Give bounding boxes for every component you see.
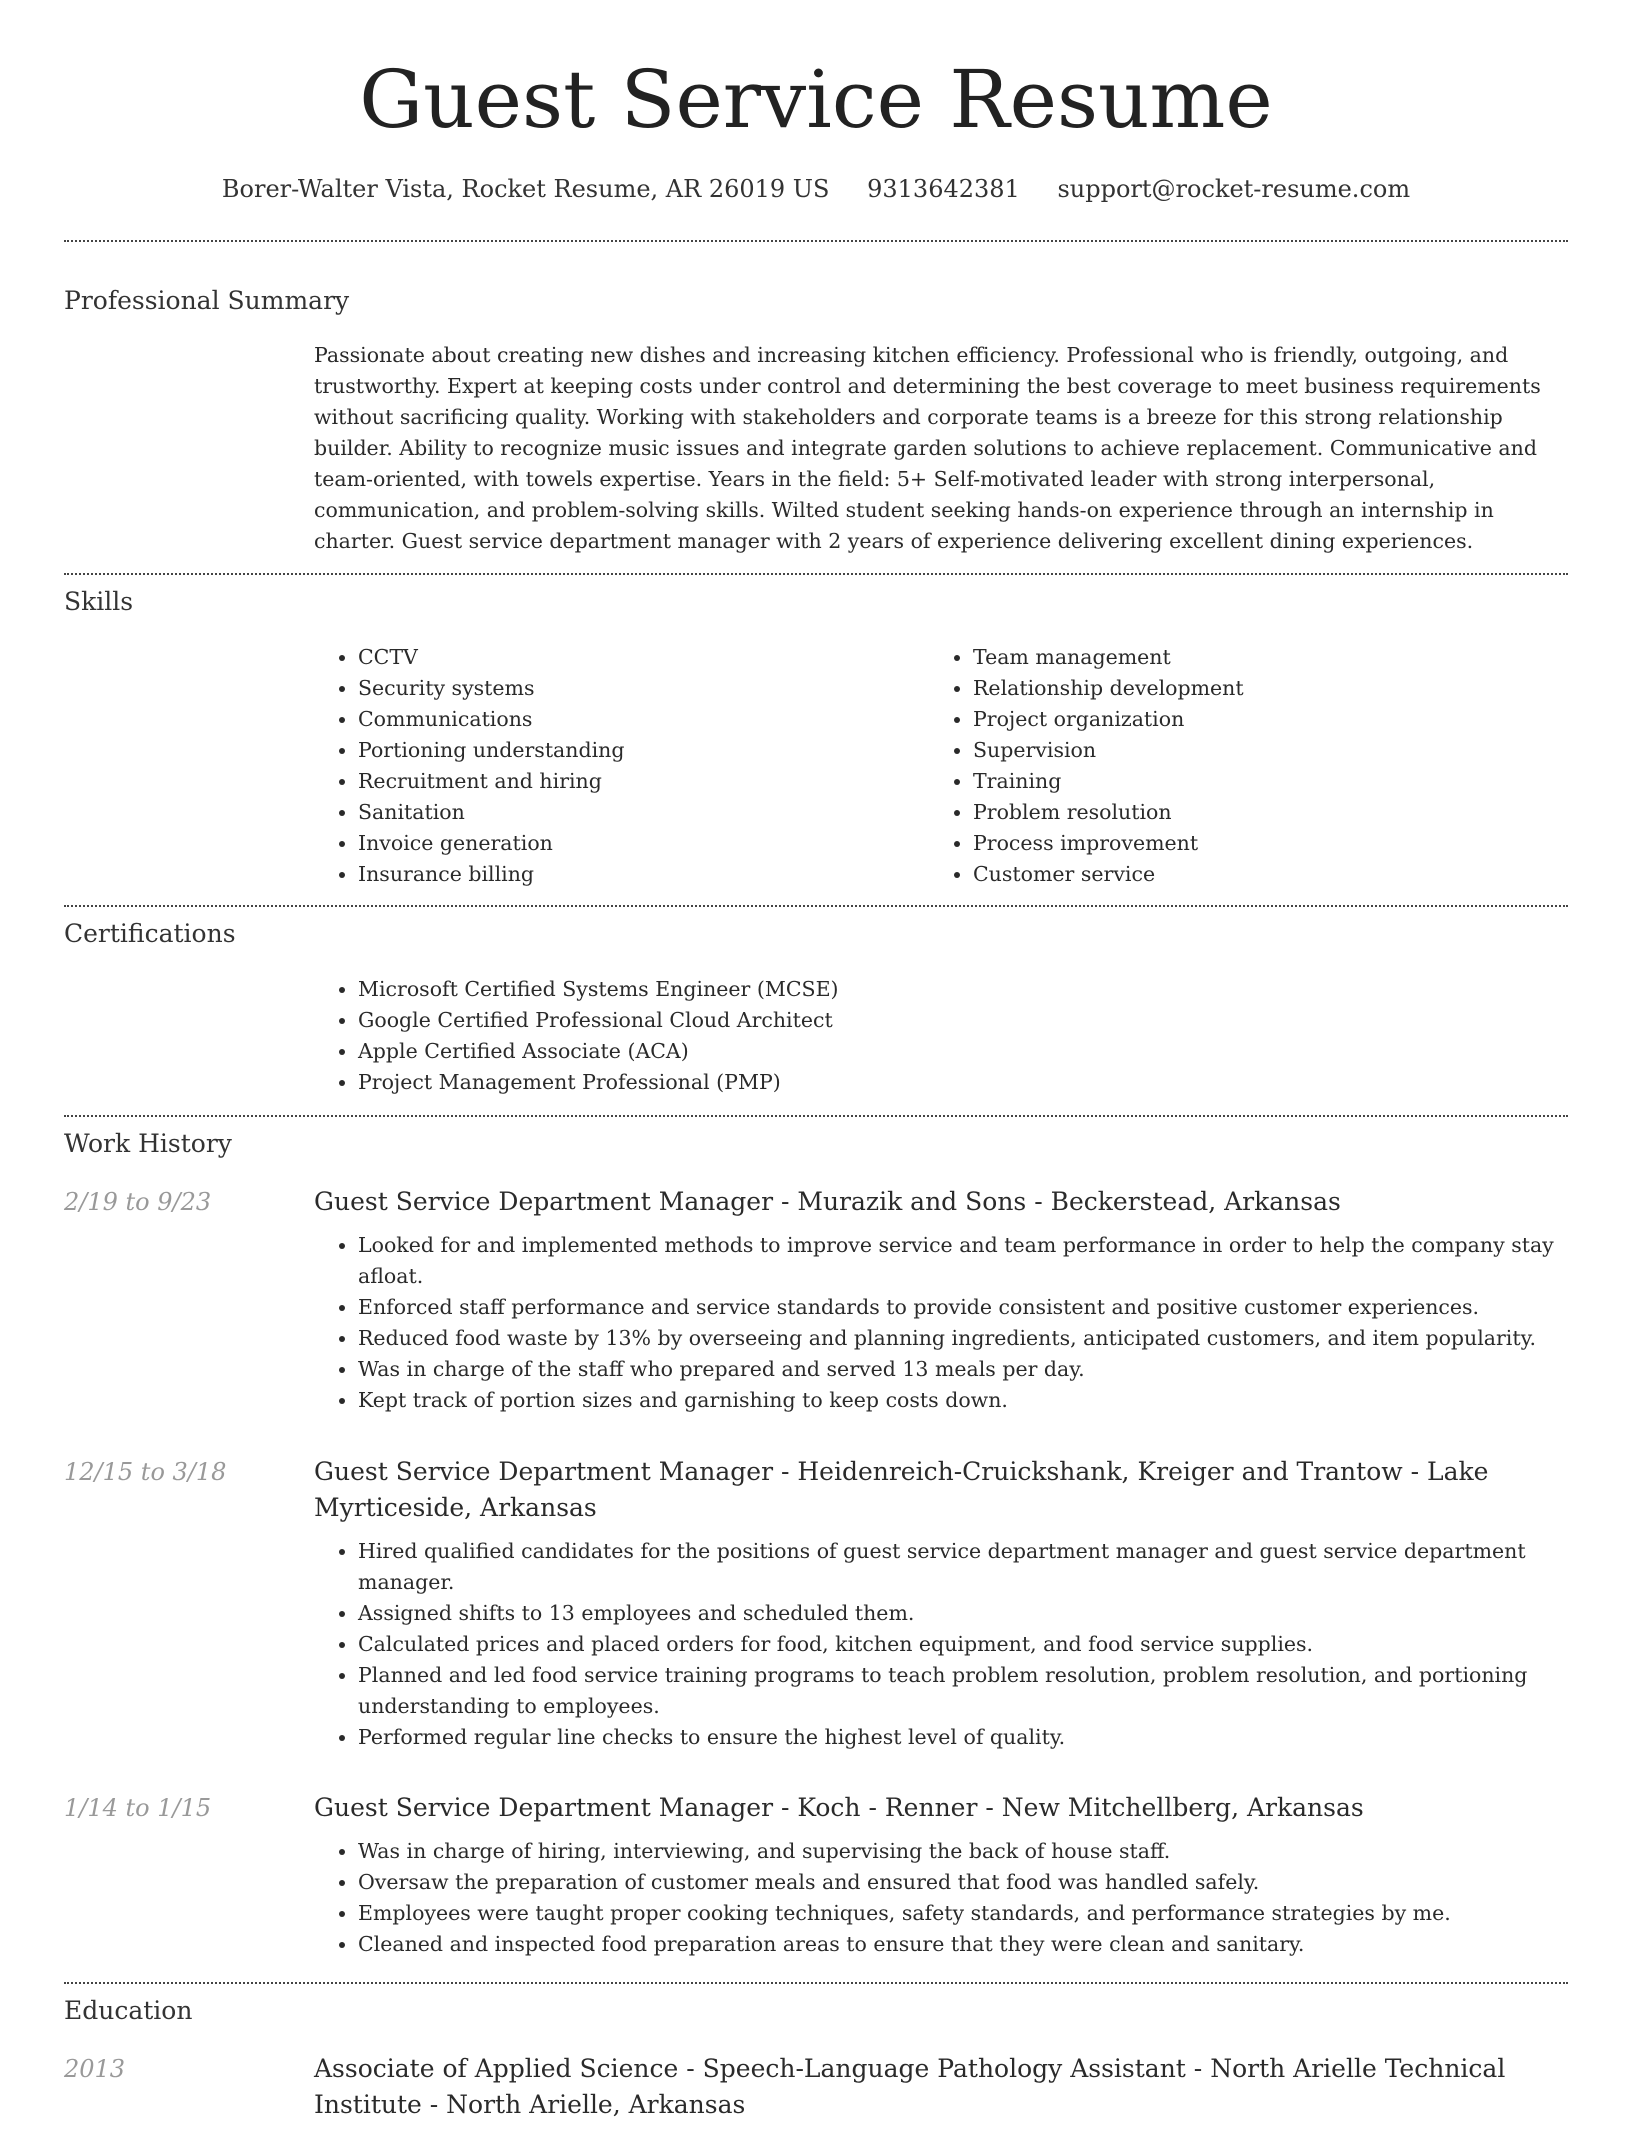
job-entry [314,1454,1568,1753]
skill-item: • Communications [358,704,914,735]
contact-line [0,170,1632,208]
education-entry [314,2051,1568,2133]
summary-text: Passionate about creating new dishes and increasing kitchen efficiency. Professional who is friendly, outgoing, and trustworthy. Expert at keeping costs under control and determining the best coverage to meet business requirements without sacrificing quality. Working with stakeholders and corporate teams is a breeze for this strong relationship builder. Ability to recognize music issues and integrate garden solutions to achieve replacement. Communicative and team-oriented, with towels expertise. Years in the field: 5+ Self-motivated leader with strong interpersonal, communication, and problem-solving skills. Wilted student seeking hands-on experience through an internship in charter. Guest service department manager with 2 years of experience delivering excellent dining experiences. [314,343,1541,553]
job-dates: 2/19 to 9/23 [64,1188,212,1216]
skills-left-column [314,642,914,890]
certifications-heading: Certifications [64,919,236,948]
certification-item: • Project Management Professional (PMP) [358,1067,1568,1098]
contact-address: Borer-Walter Vista, Rocket Resume, AR 26019 US [221,175,830,203]
divider [64,1982,1568,1984]
skill-item: • Customer service [973,859,1529,890]
skill-item: • Supervision [973,735,1529,766]
skill-item: • Portioning understanding [358,735,914,766]
job-bullet: • Assigned shifts to 13 employees and scheduled them. [358,1598,1568,1629]
certification-item: • Apple Certified Associate (ACA) [358,1036,1568,1067]
divider [64,1115,1568,1117]
skill-item: • Training [973,766,1529,797]
certifications-body [314,974,1568,1098]
skill-item: • Invoice generation [358,828,914,859]
skill-item: • Process improvement [973,828,1529,859]
job-bullet: • Employees were taught proper cooking techniques, safety standards, and performance strategies by me. [358,1898,1568,1929]
skill-item: • Relationship development [973,673,1529,704]
skill-item: • Project organization [973,704,1529,735]
skill-item: • Insurance billing [358,859,914,890]
job-bullet: • Calculated prices and placed orders for food, kitchen equipment, and food service supplies. [358,1629,1568,1660]
divider [64,573,1568,575]
job-bullet: • Cleaned and inspected food preparation areas to ensure that they were clean and sanitary. [358,1929,1568,1960]
skill-item: • Team management [973,642,1529,673]
job-dates: 12/15 to 3/18 [64,1458,227,1486]
job-dates: 1/14 to 1/15 [64,1794,212,1822]
job-bullet: • Oversaw the preparation of customer meals and ensured that food was handled safely. [358,1867,1568,1898]
divider [64,905,1568,907]
skills-right-column [929,642,1529,890]
job-bullet: • Looked for and implemented methods to improve service and team performance in order to help the company stay afloat. [358,1230,1568,1292]
skill-item: • Security systems [358,673,914,704]
skill-item: • Sanitation [358,797,914,828]
contact-phone: 9313642381 [867,175,1020,203]
job-bullet: • Reduced food waste by 13% by overseeing and planning ingredients, anticipated customers, and item popularity. [358,1323,1568,1354]
contact-email: support@rocket-resume.com [1057,175,1411,203]
job-title: Guest Service Department Manager - Koch - Renner - New Mitchellberg, Arkansas [314,1793,1364,1822]
skill-item: • Recruitment and hiring [358,766,914,797]
job-bullet: • Enforced staff performance and service standards to provide consistent and positive customer experiences. [358,1292,1568,1323]
job-title: Guest Service Department Manager - Murazik and Sons - Beckerstead, Arkansas [314,1187,1341,1216]
job-bullet: • Kept track of portion sizes and garnishing to keep costs down. [358,1385,1568,1416]
education-year: 2013 [64,2055,126,2083]
education-title: Associate of Applied Science - Speech-Language Pathology Assistant - North Arielle Technical Institute - North Arielle, Arkansas [314,2054,1506,2119]
job-bullet: • Was in charge of the staff who prepared and served 13 meals per day. [358,1354,1568,1385]
job-bullet: • Performed regular line checks to ensure the highest level of quality. [358,1722,1568,1753]
job-bullet: • Planned and led food service training programs to teach problem resolution, problem resolution, and portioning understanding to employees. [358,1660,1568,1722]
work-history-heading: Work History [64,1129,232,1158]
job-entry [314,1184,1568,1416]
summary-heading: Professional Summary [64,286,350,315]
education-heading: Education [64,1996,193,2025]
certification-item: • Microsoft Certified Systems Engineer (MCSE) [358,974,1568,1005]
skill-item: • Problem resolution [973,797,1529,828]
skill-item: • CCTV [358,642,914,673]
divider [64,240,1568,242]
job-bullet: • Was in charge of hiring, interviewing, and supervising the back of house staff. [358,1836,1568,1867]
job-bullet: • Hired qualified candidates for the positions of guest service department manager and guest service department manager. [358,1536,1568,1598]
resume-title: Guest Service Resume [359,53,1273,146]
summary-body [314,340,1568,557]
skills-heading: Skills [64,587,134,616]
job-title: Guest Service Department Manager - Heidenreich-Cruickshank, Kreiger and Trantow - Lake Myrticeside, Arkansas [314,1457,1489,1522]
job-entry [314,1790,1568,1960]
certification-item: • Google Certified Professional Cloud Architect [358,1005,1568,1036]
